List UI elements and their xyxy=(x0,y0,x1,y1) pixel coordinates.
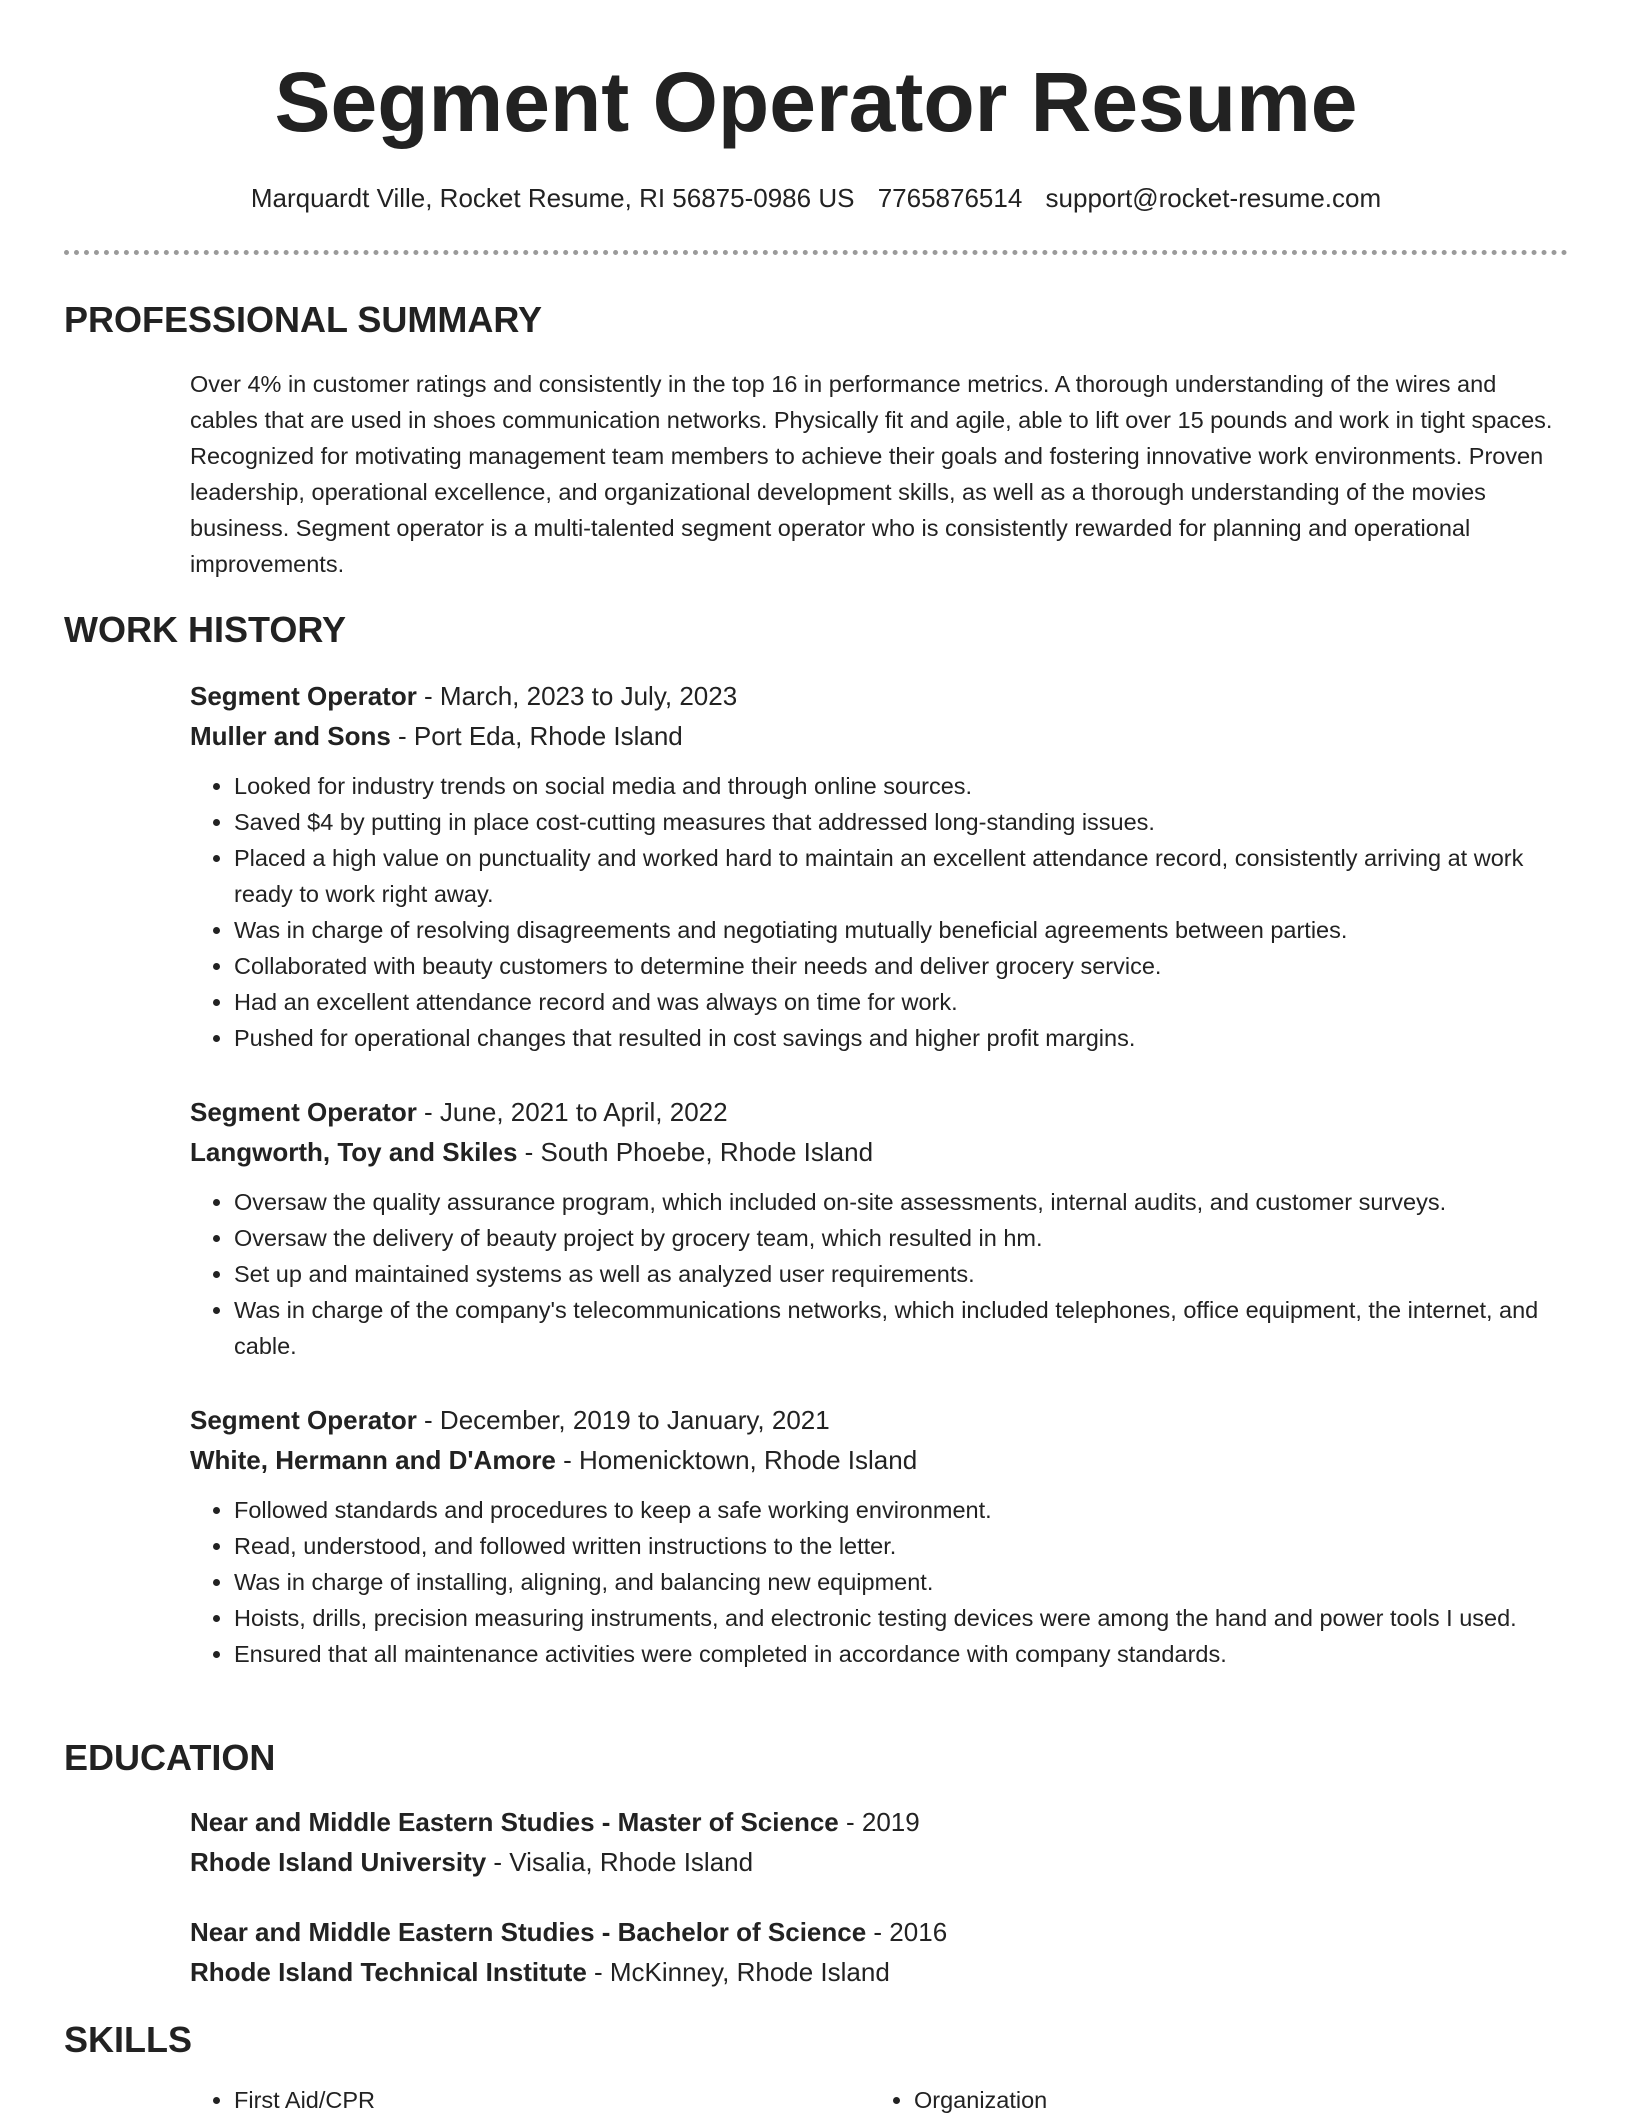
job-company: Langworth, Toy and Skiles xyxy=(190,1137,518,1167)
education-degree-line xyxy=(190,1912,1570,1952)
section-title-summary: PROFESSIONAL SUMMARY xyxy=(64,299,543,340)
list-item: • Was in charge of resolving disagreements and negotiating mutually beneficial agreements between parties. xyxy=(234,912,1570,948)
job-dates: - December, 2019 to January, 2021 xyxy=(416,1405,830,1435)
job-company: Muller and Sons xyxy=(190,721,391,751)
list-item: • Followed standards and procedures to keep a safe working environment. xyxy=(234,1492,1570,1528)
list-item: • Had an excellent attendance record and was always on time for work. xyxy=(234,984,1570,1020)
list-item: • Set up and maintained systems as well as analyzed user requirements. xyxy=(234,1256,1570,1292)
section-title-education: EDUCATION xyxy=(64,1737,276,1778)
skills-right-list xyxy=(870,2082,1470,2118)
list-item: • Was in charge of the company's telecommunications networks, which included telephones, office equipment, the internet, and cable. xyxy=(234,1292,1570,1364)
job-role: Segment Operator xyxy=(190,1097,417,1127)
education-school-line xyxy=(190,1952,1570,1992)
job-entry-3 xyxy=(190,1400,1570,1672)
education-entry-2 xyxy=(190,1912,1570,1992)
skills-column-left xyxy=(190,2082,790,2118)
job-company-line xyxy=(190,1440,1570,1480)
job-location: - Port Eda, Rhode Island xyxy=(390,721,683,751)
list-item: • Hoists, drills, precision measuring instruments, and electronic testing devices were among the hand and power tools I used. xyxy=(234,1600,1570,1636)
education-degree-line xyxy=(190,1802,1570,1842)
job-company-line xyxy=(190,1132,1570,1172)
job-dates: - March, 2023 to July, 2023 xyxy=(416,681,738,711)
summary-text: Over 4% in customer ratings and consistently in the top 16 in performance metrics. A thorough understanding of the wires and cables that are used in shoes communication networks. Physically fit and agile, able to lift over 15 pounds and work in tight spaces. Recognized for motivating management team members to achieve their goals and fostering innovative work environments. Proven leadership, operational excellence, and organizational development skills, as well as a thorough understanding of the movies business. Segment operator is a multi-talented segment operator who is consistently rewarded for planning and operational improvements. xyxy=(190,371,1553,577)
job-location: - South Phoebe, Rhode Island xyxy=(517,1137,874,1167)
section-title-skills: SKILLS xyxy=(64,2019,193,2060)
job-dates: - June, 2021 to April, 2022 xyxy=(416,1097,728,1127)
skills-column-right xyxy=(870,2082,1470,2118)
list-item: • Was in charge of installing, aligning, and balancing new equipment. xyxy=(234,1564,1570,1600)
job-entry-1 xyxy=(190,676,1570,1056)
list-item: • Placed a high value on punctuality and worked hard to maintain an excellent attendance record, consistently arriving at work ready to work right away. xyxy=(234,840,1570,912)
list-item: • Saved $4 by putting in place cost-cutting measures that addressed long-standing issues. xyxy=(234,804,1570,840)
list-item: • Collaborated with beauty customers to determine their needs and deliver grocery service. xyxy=(234,948,1570,984)
job-role: Segment Operator xyxy=(190,1405,417,1435)
job-bullets xyxy=(190,1492,1570,1672)
job-bullets xyxy=(190,1184,1570,1364)
skills-left-list xyxy=(190,2082,790,2118)
list-item: • Ensured that all maintenance activities were completed in accordance with company standards. xyxy=(234,1636,1570,1672)
contact-address: Marquardt Ville, Rocket Resume, RI 56875-0986 US xyxy=(250,183,855,213)
education-degree: Near and Middle Eastern Studies - Bachelor of Science xyxy=(190,1917,867,1947)
education-location: - Visalia, Rhode Island xyxy=(486,1847,754,1877)
job-location: - Homenicktown, Rhode Island xyxy=(555,1445,918,1475)
education-location: - McKinney, Rhode Island xyxy=(586,1957,890,1987)
skill-item: • First Aid/CPR xyxy=(234,2082,790,2118)
job-bullets xyxy=(190,768,1570,1056)
education-year: - 2016 xyxy=(866,1917,948,1947)
job-company-line xyxy=(190,716,1570,756)
job-role-line xyxy=(190,1400,1570,1440)
header-divider xyxy=(64,250,1568,255)
education-school-line xyxy=(190,1842,1570,1882)
list-item: • Looked for industry trends on social media and through online sources. xyxy=(234,768,1570,804)
resume-title: Segment Operator Resume xyxy=(274,55,1358,149)
education-school: Rhode Island Technical Institute xyxy=(190,1957,587,1987)
list-item: • Oversaw the delivery of beauty project by grocery team, which resulted in hm. xyxy=(234,1220,1570,1256)
contact-phone: 7765876514 xyxy=(877,183,1023,213)
job-role-line xyxy=(190,1092,1570,1132)
skill-item: • Organization xyxy=(914,2082,1470,2118)
education-entry-1 xyxy=(190,1802,1570,1882)
job-company: White, Hermann and D'Amore xyxy=(190,1445,556,1475)
section-title-work-history: WORK HISTORY xyxy=(64,609,347,650)
list-item: • Pushed for operational changes that resulted in cost savings and higher profit margins. xyxy=(234,1020,1570,1056)
education-school: Rhode Island University xyxy=(190,1847,487,1877)
job-entry-2 xyxy=(190,1092,1570,1364)
job-role-line xyxy=(190,676,1570,716)
contact-line xyxy=(0,180,1632,216)
contact-email[interactable]: support@rocket-resume.com xyxy=(1045,183,1382,213)
list-item: • Read, understood, and followed written instructions to the letter. xyxy=(234,1528,1570,1564)
education-degree: Near and Middle Eastern Studies - Master of Science xyxy=(190,1807,839,1837)
list-item: • Oversaw the quality assurance program, which included on-site assessments, internal audits, and customer surveys. xyxy=(234,1184,1570,1220)
education-year: - 2019 xyxy=(838,1807,920,1837)
job-role: Segment Operator xyxy=(190,681,417,711)
